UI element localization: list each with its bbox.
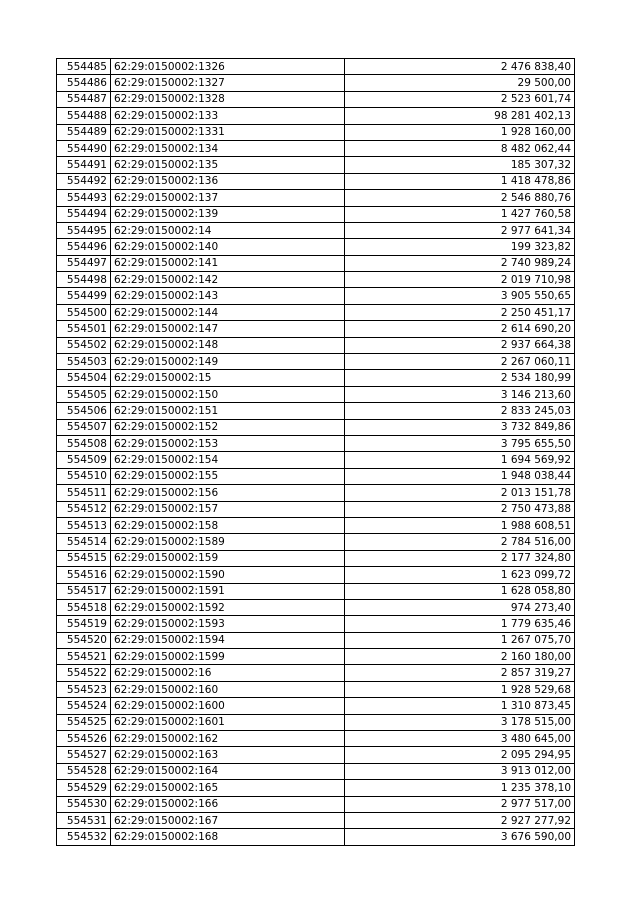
row-id-cell: 554490: [57, 140, 111, 156]
table-row: [57, 599, 575, 615]
row-id-cell: 554510: [57, 468, 111, 484]
value-cell: 974 273,40: [345, 599, 575, 615]
table-row: [57, 108, 575, 124]
table-row: [57, 157, 575, 173]
table-row: [57, 173, 575, 189]
value-cell: 1 310 873,45: [345, 698, 575, 714]
value-cell: 1 628 058,80: [345, 583, 575, 599]
table-row: [57, 124, 575, 140]
row-id-cell: 554491: [57, 157, 111, 173]
table-row: [57, 304, 575, 320]
row-id-cell: 554497: [57, 255, 111, 271]
value-cell: 2 614 690,20: [345, 321, 575, 337]
table-row: [57, 812, 575, 828]
row-id-cell: 554524: [57, 698, 111, 714]
table-row: [57, 616, 575, 632]
cadastral-number-cell: 62:29:0150002:142: [111, 272, 345, 288]
cadastral-number-cell: 62:29:0150002:1328: [111, 91, 345, 107]
cadastral-number-cell: 62:29:0150002:144: [111, 304, 345, 320]
value-cell: 1 427 760,58: [345, 206, 575, 222]
value-cell: 2 937 664,38: [345, 337, 575, 353]
cadastral-number-cell: 62:29:0150002:165: [111, 780, 345, 796]
cadastral-number-cell: 62:29:0150002:147: [111, 321, 345, 337]
value-cell: 98 281 402,13: [345, 108, 575, 124]
row-id-cell: 554525: [57, 714, 111, 730]
value-cell: 2 177 324,80: [345, 550, 575, 566]
cadastral-number-cell: 62:29:0150002:150: [111, 386, 345, 402]
row-id-cell: 554509: [57, 452, 111, 468]
value-cell: 3 795 655,50: [345, 435, 575, 451]
table-row: [57, 337, 575, 353]
value-cell: 1 418 478,86: [345, 173, 575, 189]
value-cell: 1 623 099,72: [345, 567, 575, 583]
row-id-cell: 554494: [57, 206, 111, 222]
value-cell: 8 482 062,44: [345, 140, 575, 156]
table-row: [57, 59, 575, 75]
value-cell: 199 323,82: [345, 239, 575, 255]
cadastral-number-cell: 62:29:0150002:15: [111, 370, 345, 386]
table-row: [57, 272, 575, 288]
value-cell: 1 267 075,70: [345, 632, 575, 648]
value-cell: 2 160 180,00: [345, 649, 575, 665]
table-row: [57, 714, 575, 730]
row-id-cell: 554507: [57, 419, 111, 435]
row-id-cell: 554526: [57, 731, 111, 747]
cadastral-number-cell: 62:29:0150002:143: [111, 288, 345, 304]
cadastral-number-cell: 62:29:0150002:133: [111, 108, 345, 124]
row-id-cell: 554522: [57, 665, 111, 681]
row-id-cell: 554499: [57, 288, 111, 304]
value-cell: 1 948 038,44: [345, 468, 575, 484]
cadastral-number-cell: 62:29:0150002:162: [111, 731, 345, 747]
row-id-cell: 554495: [57, 222, 111, 238]
row-id-cell: 554517: [57, 583, 111, 599]
table-row: [57, 780, 575, 796]
value-cell: 1 235 378,10: [345, 780, 575, 796]
value-cell: 3 905 550,65: [345, 288, 575, 304]
cadastral-number-cell: 62:29:0150002:149: [111, 354, 345, 370]
row-id-cell: 554489: [57, 124, 111, 140]
cadastral-number-cell: 62:29:0150002:137: [111, 190, 345, 206]
value-cell: 1 928 529,68: [345, 681, 575, 697]
table-row: [57, 731, 575, 747]
value-cell: 3 480 645,00: [345, 731, 575, 747]
cadastral-number-cell: 62:29:0150002:151: [111, 403, 345, 419]
value-cell: 1 988 608,51: [345, 517, 575, 533]
table-row: [57, 435, 575, 451]
row-id-cell: 554532: [57, 829, 111, 845]
row-id-cell: 554528: [57, 763, 111, 779]
table-row: [57, 140, 575, 156]
cadastral-number-cell: 62:29:0150002:141: [111, 255, 345, 271]
value-cell: 2 019 710,98: [345, 272, 575, 288]
table-row: [57, 321, 575, 337]
value-cell: 2 927 277,92: [345, 812, 575, 828]
row-id-cell: 554488: [57, 108, 111, 124]
cadastral-number-cell: 62:29:0150002:154: [111, 452, 345, 468]
value-cell: 29 500,00: [345, 75, 575, 91]
value-cell: 2 857 319,27: [345, 665, 575, 681]
value-cell: 2 740 989,24: [345, 255, 575, 271]
row-id-cell: 554520: [57, 632, 111, 648]
value-cell: 2 534 180,99: [345, 370, 575, 386]
row-id-cell: 554530: [57, 796, 111, 812]
cadastral-value-table: [56, 58, 575, 846]
cadastral-number-cell: 62:29:0150002:148: [111, 337, 345, 353]
row-id-cell: 554503: [57, 354, 111, 370]
row-id-cell: 554496: [57, 239, 111, 255]
table-row: [57, 747, 575, 763]
row-id-cell: 554504: [57, 370, 111, 386]
value-cell: 3 913 012,00: [345, 763, 575, 779]
cadastral-number-cell: 62:29:0150002:157: [111, 501, 345, 517]
cadastral-number-cell: 62:29:0150002:153: [111, 435, 345, 451]
cadastral-number-cell: 62:29:0150002:168: [111, 829, 345, 845]
row-id-cell: 554501: [57, 321, 111, 337]
table-row: [57, 354, 575, 370]
cadastral-number-cell: 62:29:0150002:1590: [111, 567, 345, 583]
table-row: [57, 75, 575, 91]
table-row: [57, 763, 575, 779]
value-cell: 3 146 213,60: [345, 386, 575, 402]
value-cell: 2 523 601,74: [345, 91, 575, 107]
table-row: [57, 632, 575, 648]
value-cell: 1 694 569,92: [345, 452, 575, 468]
cadastral-number-cell: 62:29:0150002:1592: [111, 599, 345, 615]
cadastral-number-cell: 62:29:0150002:158: [111, 517, 345, 533]
table-body: [57, 59, 575, 846]
cadastral-number-cell: 62:29:0150002:1331: [111, 124, 345, 140]
cadastral-number-cell: 62:29:0150002:134: [111, 140, 345, 156]
cadastral-number-cell: 62:29:0150002:139: [111, 206, 345, 222]
cadastral-number-cell: 62:29:0150002:140: [111, 239, 345, 255]
value-cell: 3 178 515,00: [345, 714, 575, 730]
table-row: [57, 583, 575, 599]
cadastral-number-cell: 62:29:0150002:1601: [111, 714, 345, 730]
table-row: [57, 698, 575, 714]
value-cell: 2 013 151,78: [345, 485, 575, 501]
value-cell: 2 977 641,34: [345, 222, 575, 238]
value-cell: 2 095 294,95: [345, 747, 575, 763]
cadastral-number-cell: 62:29:0150002:164: [111, 763, 345, 779]
table-row: [57, 468, 575, 484]
cadastral-number-cell: 62:29:0150002:152: [111, 419, 345, 435]
row-id-cell: 554493: [57, 190, 111, 206]
table-row: [57, 517, 575, 533]
cadastral-number-cell: 62:29:0150002:135: [111, 157, 345, 173]
row-id-cell: 554515: [57, 550, 111, 566]
row-id-cell: 554518: [57, 599, 111, 615]
row-id-cell: 554512: [57, 501, 111, 517]
row-id-cell: 554514: [57, 534, 111, 550]
row-id-cell: 554500: [57, 304, 111, 320]
value-cell: 3 732 849,86: [345, 419, 575, 435]
value-cell: 1 928 160,00: [345, 124, 575, 140]
value-cell: 2 750 473,88: [345, 501, 575, 517]
row-id-cell: 554492: [57, 173, 111, 189]
cadastral-number-cell: 62:29:0150002:1327: [111, 75, 345, 91]
table-row: [57, 190, 575, 206]
table-row: [57, 206, 575, 222]
table-row: [57, 829, 575, 845]
table-row: [57, 255, 575, 271]
value-cell: 3 676 590,00: [345, 829, 575, 845]
row-id-cell: 554508: [57, 435, 111, 451]
row-id-cell: 554486: [57, 75, 111, 91]
table-row: [57, 550, 575, 566]
cadastral-number-cell: 62:29:0150002:14: [111, 222, 345, 238]
row-id-cell: 554487: [57, 91, 111, 107]
value-cell: 2 977 517,00: [345, 796, 575, 812]
value-cell: 1 779 635,46: [345, 616, 575, 632]
value-cell: 2 546 880,76: [345, 190, 575, 206]
cadastral-number-cell: 62:29:0150002:166: [111, 796, 345, 812]
row-id-cell: 554485: [57, 59, 111, 75]
table-row: [57, 370, 575, 386]
cadastral-number-cell: 62:29:0150002:1589: [111, 534, 345, 550]
cadastral-number-cell: 62:29:0150002:167: [111, 812, 345, 828]
cadastral-number-cell: 62:29:0150002:159: [111, 550, 345, 566]
value-cell: 185 307,32: [345, 157, 575, 173]
value-cell: 2 833 245,03: [345, 403, 575, 419]
table-row: [57, 796, 575, 812]
table-row: [57, 649, 575, 665]
table-row: [57, 222, 575, 238]
row-id-cell: 554521: [57, 649, 111, 665]
cadastral-number-cell: 62:29:0150002:1326: [111, 59, 345, 75]
cadastral-number-cell: 62:29:0150002:136: [111, 173, 345, 189]
row-id-cell: 554513: [57, 517, 111, 533]
cadastral-number-cell: 62:29:0150002:156: [111, 485, 345, 501]
row-id-cell: 554502: [57, 337, 111, 353]
value-cell: 2 267 060,11: [345, 354, 575, 370]
table-row: [57, 534, 575, 550]
table-row: [57, 452, 575, 468]
cadastral-number-cell: 62:29:0150002:1593: [111, 616, 345, 632]
cadastral-number-cell: 62:29:0150002:16: [111, 665, 345, 681]
row-id-cell: 554511: [57, 485, 111, 501]
table-row: [57, 386, 575, 402]
row-id-cell: 554498: [57, 272, 111, 288]
table-row: [57, 665, 575, 681]
cadastral-number-cell: 62:29:0150002:160: [111, 681, 345, 697]
table-row: [57, 288, 575, 304]
value-cell: 2 476 838,40: [345, 59, 575, 75]
table-row: [57, 485, 575, 501]
table-row: [57, 403, 575, 419]
cadastral-number-cell: 62:29:0150002:1591: [111, 583, 345, 599]
cadastral-number-cell: 62:29:0150002:155: [111, 468, 345, 484]
table-row: [57, 239, 575, 255]
value-cell: 2 784 516,00: [345, 534, 575, 550]
row-id-cell: 554527: [57, 747, 111, 763]
row-id-cell: 554523: [57, 681, 111, 697]
row-id-cell: 554519: [57, 616, 111, 632]
row-id-cell: 554506: [57, 403, 111, 419]
row-id-cell: 554505: [57, 386, 111, 402]
table-row: [57, 681, 575, 697]
row-id-cell: 554529: [57, 780, 111, 796]
cadastral-number-cell: 62:29:0150002:1594: [111, 632, 345, 648]
table-row: [57, 567, 575, 583]
row-id-cell: 554516: [57, 567, 111, 583]
table-row: [57, 91, 575, 107]
cadastral-number-cell: 62:29:0150002:1599: [111, 649, 345, 665]
cadastral-number-cell: 62:29:0150002:163: [111, 747, 345, 763]
table-row: [57, 419, 575, 435]
value-cell: 2 250 451,17: [345, 304, 575, 320]
cadastral-number-cell: 62:29:0150002:1600: [111, 698, 345, 714]
row-id-cell: 554531: [57, 812, 111, 828]
table-row: [57, 501, 575, 517]
